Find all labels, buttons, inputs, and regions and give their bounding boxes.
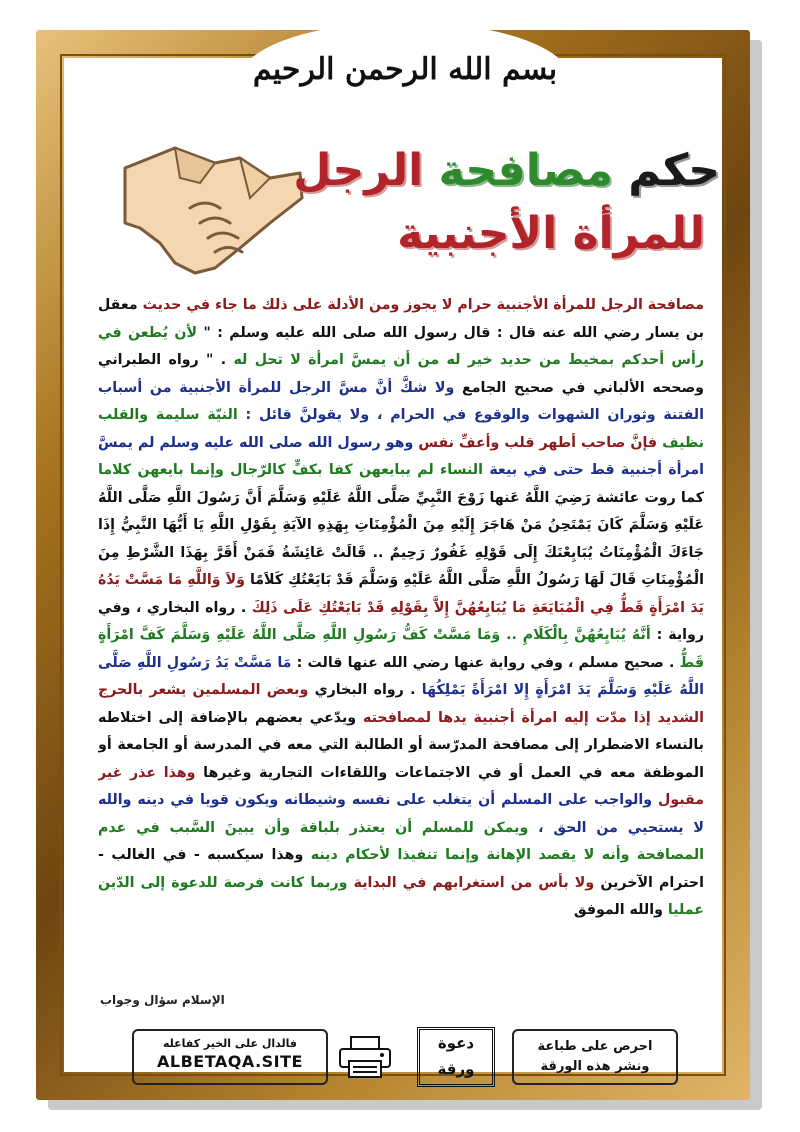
logo-line-2: ورقة <box>437 1060 475 1078</box>
title-line-1 <box>293 140 720 202</box>
body-segment: فإنَّ صاحب أطهر قلب وأعفِّ نفس <box>413 434 658 451</box>
body-segment: وبعض المسلمين يشعر بالحرج الشديد إذا مدّت إليه امرأة أجنبية يدها لمصافحته <box>98 682 704 726</box>
body-segment: ولا شكَّ أنَّ مسَّ الرجل للمرأة الأجنبية من أسباب الفتنة وثوران الشهوات والوقوع في الحرام ، ولا يقولنَّ قائل : <box>98 379 704 423</box>
body-segment: لأن يُطعن في رأس أحدكم بمخيط من حديد خير له من أن يمسَّ امرأة لا تحل له <box>98 324 704 368</box>
footer-print-note <box>512 1029 678 1085</box>
body-segment: وَلاَ وَاللَّهِ مَا مَسَّتْ يَدُهُ يَدَ امْرَأَةٍ قَطُّ فِي الْمُبَايَعَةِ مَا يُبَايِعُهُنَّ إِلاَّ بِقَوْلِهِ قَدْ بَايَعْتُكِ عَلَى ذَلِكَ <box>98 572 704 616</box>
body-segment: مصافحة الرجل للمرأة الأجنبية حرام لا يجوز ومن الأدلة على ذلك ما جاء في حديث <box>137 297 704 313</box>
title-word-musafaha: مصافحة <box>438 145 613 196</box>
basmala-calligraphy: بسم الله الرحمن الرحيم <box>252 52 558 87</box>
title-word-rajul: الرجل <box>293 145 424 196</box>
body-segment: . صحيح مسلم ، وفي رواية عنها رضي الله عنها قالت : <box>291 654 675 671</box>
body-segment: والواجب على المسلم أن يتغلب على نفسه وشيطانه ويكون قويا في دينه والله لا يستحيي من الحق ، <box>98 792 704 836</box>
dawa-warqa-logo <box>417 1027 495 1087</box>
handshake-icon <box>120 128 305 278</box>
body-segment: . رواه البخاري <box>308 682 416 698</box>
logo-line-1: دعوة <box>437 1034 475 1052</box>
footer-website[interactable]: ALBETAQA.SITE <box>157 1052 303 1071</box>
body-segment: . رواه البخاري ، وفي رواية : <box>98 599 704 643</box>
footer-motto: فالدال على الخير كفاعله <box>162 1037 298 1050</box>
footer-website-box[interactable] <box>132 1029 328 1085</box>
body-segment: ويدّعي بعضهم بالإضافة إلى اختلاطه بالنساء الاضطرار إلى مصافحة المدرّسة أو الطالبة التي معه في المدرسة أو الجامعة أو الموظفة معه في العمل أو في الاجتماعات واللقاءات التجارية وغيرها <box>98 709 704 781</box>
body-segment: والله الموفق <box>573 902 663 918</box>
body-segment: ولا بأس من استغرابهم في البداية <box>347 874 595 891</box>
body-segment: وهذا سيكسبه - في الغالب - احترام الآخرين <box>98 847 704 891</box>
body-segment: أنَّهُ يُبَايِعُهُنَّ بِالْكَلَامِ .. وَمَا مَسَّتْ كَفُّ رَسُولِ اللَّهِ صَلَّى اللَّهُ عَلَيْهِ وَسَلَّمَ كَفَّ امْرَأَةٍ قَطُّ <box>98 627 704 671</box>
body-segment: النيّة سليمة والقلب نظيف <box>98 407 704 451</box>
body-segment: وربما كانت فرصة للدعوة إلى الدّين عمليا <box>98 874 704 918</box>
body-segment: . " رواه الطبراني وصححه الألباني في صحيح الجامع <box>98 352 704 396</box>
article-body <box>98 292 704 992</box>
print-note-line-2: ونشر هذه الورقة <box>540 1059 650 1074</box>
body-segment: النساء لم يبايعهن كفا بكفٍّ كالرّجال وإنما بايعهن كلاما <box>98 462 483 478</box>
body-segment: مَا مَسَّتْ يَدُ رَسُولِ اللَّهِ صَلَّى اللَّهُ عَلَيْهِ وَسَلَّمَ يَدَ امْرَأَةٍ إِلا امْرَأَةً يَمْلِكُهَا <box>98 654 704 698</box>
body-segment: كما روت عائشة رَضِيَ اللَّهُ عَنها زَوْجَ النَّبِيِّ صَلَّى اللَّهُ عَلَيْهِ وَسَلَّمَ أَنَّ رَسُولَ اللَّهِ صَلَّى اللَّهُ عَلَيْهِ وَسَلَّمَ كَانَ يَمْتَحِنُ مَنْ هَاجَرَ إِلَيْهِ مِنَ الْمُؤْمِنَاتِ بِهَذِهِ الآيَةِ بِقَوْلِ اللَّهِ يَا أَيُّهَا النَّبِيُّ إِذَا جَاءَكَ الْمُؤْمِنَاتُ يُبَايِعْنَكَ إِلَى قَوْلِهِ غَفُورٌ رَحِيمٌ .. قَالَتْ عَائِشَةُ فَمَنْ أَقَرَّ بِهَذَا الشَّرْطِ مِنَ الْمُؤْمِنَاتِ قَالَ لَهَا رَسُولُ اللَّهِ صَلَّى اللَّهُ عَلَيْهِ وَسَلَّمَ قَدْ بَايَعْتُكِ كَلاَمًا <box>98 489 704 588</box>
title-word-hukm: حكم <box>628 145 720 196</box>
source-attribution: الإسلام سؤال وجواب <box>100 993 225 1007</box>
title-line-2: للمرأة الأجنبية <box>397 208 705 259</box>
body-segment: ويمكن للمسلم أن يعتذر بلباقة وأن يبينَ السَّبب في عدم المصافحة وأنه لا يقصد الإهانة وإنما تنفيذا لأحكام دينه <box>98 819 704 863</box>
footer <box>132 1027 678 1087</box>
body-segment: وهو رسول الله صلى الله عليه وسلم لم يمسَّ امرأة أجنبية قط حتى في بيعة <box>98 434 704 478</box>
print-note-line-1: احرص على طباعة <box>537 1039 653 1054</box>
body-segment: وهذا عذر غير مقبول <box>98 764 704 808</box>
body-segment: معقل بن يسار رضي الله عنه قال : قال رسول الله صلى الله عليه وسلم : " <box>98 297 704 341</box>
printer-icon <box>337 1035 393 1079</box>
